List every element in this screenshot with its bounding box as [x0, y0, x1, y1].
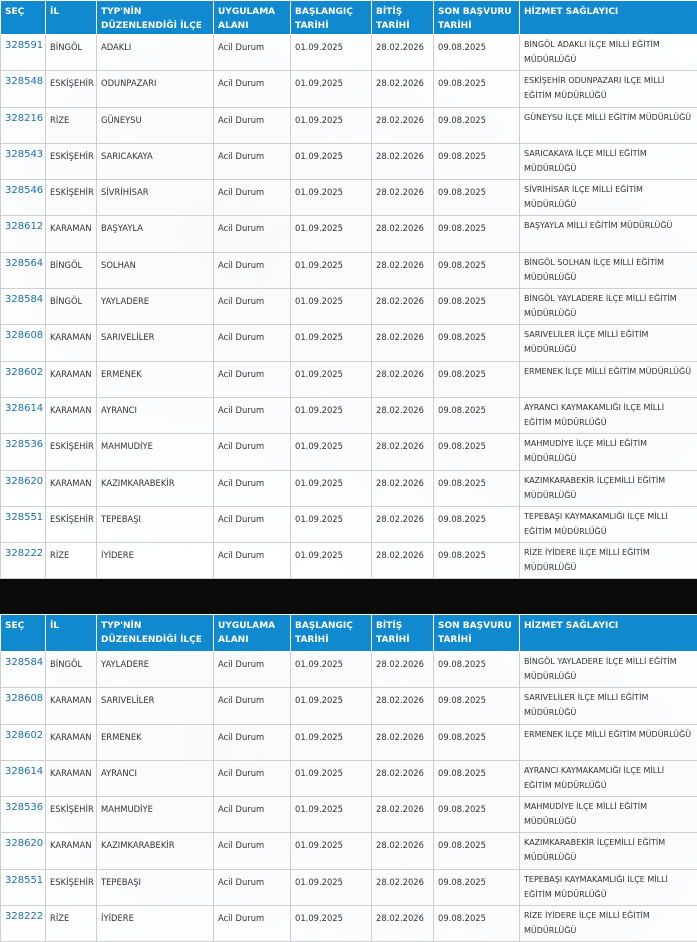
cell-son-basvuru: 09.08.2025 [434, 688, 520, 724]
cell-bitis: 28.02.2026 [372, 797, 434, 833]
cell-sec [1, 107, 46, 143]
cell-sec [1, 216, 46, 252]
cell-bitis: 28.02.2026 [372, 906, 434, 942]
cell-ilce: ODUNPAZARI [97, 71, 214, 107]
cell-son-basvuru: 09.08.2025 [434, 652, 520, 688]
table-row [1, 434, 697, 470]
cell-bitis: 28.02.2026 [372, 760, 434, 796]
cell-il: KARAMAN [46, 216, 97, 252]
cell-son-basvuru: 09.08.2025 [434, 325, 520, 361]
cell-il: BİNGÖL [46, 289, 97, 325]
sec-link[interactable]: 328620 [5, 475, 44, 487]
cell-baslangic: 01.09.2025 [291, 434, 372, 470]
cell-baslangic: 01.09.2025 [291, 470, 372, 506]
sec-link[interactable]: 328548 [5, 76, 44, 88]
cell-ilce: SİVRİHİSAR [97, 180, 214, 216]
cell-bitis: 28.02.2026 [372, 543, 434, 579]
table-row [1, 833, 697, 869]
cell-il: KARAMAN [46, 724, 97, 760]
cell-baslangic: 01.09.2025 [291, 906, 372, 942]
cell-son-basvuru: 09.08.2025 [434, 797, 520, 833]
cell-baslangic: 01.09.2025 [291, 143, 372, 179]
header-son-basvuru: SON BAŞVURU TARİHİ [434, 1, 520, 35]
header-il: İL [46, 1, 97, 35]
header-sec: SEÇ [1, 615, 46, 652]
cell-son-basvuru: 09.08.2025 [434, 506, 520, 542]
cell-sec [1, 833, 46, 869]
cell-sec [1, 35, 46, 71]
table-header-row [1, 1, 697, 35]
table-row [1, 724, 697, 760]
cell-son-basvuru: 09.08.2025 [434, 35, 520, 71]
cell-hizmet-saglayici: RİZE İYİDERE İLÇE MİLLİ EĞİTİM MÜDÜRLÜĞÜ [520, 543, 697, 579]
cell-il: KARAMAN [46, 361, 97, 397]
cell-ilce: ERMENEK [97, 724, 214, 760]
cell-son-basvuru: 09.08.2025 [434, 397, 520, 433]
cell-uygulama-alani: Acil Durum [214, 797, 291, 833]
cell-baslangic: 01.09.2025 [291, 289, 372, 325]
header-hizmet-saglayici: HİZMET SAĞLAYICI [520, 615, 697, 652]
cell-uygulama-alani: Acil Durum [214, 361, 291, 397]
cell-hizmet-saglayici: KAZIMKARABEKİR İLÇEMİLLİ EĞİTİM MÜDÜRLÜĞÜ [520, 833, 697, 869]
header-bitis: BİTİŞ TARİHİ [372, 615, 434, 652]
table-row [1, 652, 697, 688]
header-il: İL [46, 615, 97, 652]
cell-ilce: YAYLADERE [97, 289, 214, 325]
cell-hizmet-saglayici: TEPEBAŞI KAYMAKAMLIĞI İLÇE MİLLİ EĞİTİM MÜDÜRLÜĞÜ [520, 869, 697, 905]
header-sec: SEÇ [1, 1, 46, 35]
cell-uygulama-alani: Acil Durum [214, 71, 291, 107]
cell-bitis: 28.02.2026 [372, 688, 434, 724]
table-row [1, 107, 697, 143]
cell-il: ESKİŞEHİR [46, 506, 97, 542]
cell-baslangic: 01.09.2025 [291, 506, 372, 542]
table-row [1, 688, 697, 724]
cell-hizmet-saglayici: MAHMUDİYE İLÇE MİLLİ EĞİTİM MÜDÜRLÜĞÜ [520, 434, 697, 470]
cell-hizmet-saglayici: BİNGÖL SOLHAN İLÇE MİLLİ EĞİTİM MÜDÜRLÜĞÜ [520, 252, 697, 288]
cell-baslangic: 01.09.2025 [291, 216, 372, 252]
cell-uygulama-alani: Acil Durum [214, 434, 291, 470]
cell-son-basvuru: 09.08.2025 [434, 216, 520, 252]
cell-sec [1, 869, 46, 905]
cell-son-basvuru: 09.08.2025 [434, 180, 520, 216]
cell-sec [1, 71, 46, 107]
header-uygulama-alani: UYGULAMA ALANI [214, 615, 291, 652]
cell-hizmet-saglayici: BAŞYAYLA MİLLİ EĞİTİM MÜDÜRLÜĞÜ [520, 216, 697, 252]
cell-uygulama-alani: Acil Durum [214, 180, 291, 216]
sec-link[interactable]: 328536 [5, 802, 44, 814]
cell-baslangic: 01.09.2025 [291, 797, 372, 833]
cell-baslangic: 01.09.2025 [291, 397, 372, 433]
cell-ilce: İYİDERE [97, 543, 214, 579]
position-table-bottom [0, 614, 697, 942]
cell-ilce: ERMENEK [97, 361, 214, 397]
cell-ilce: SARICAKAYA [97, 143, 214, 179]
cell-son-basvuru: 09.08.2025 [434, 143, 520, 179]
cell-son-basvuru: 09.08.2025 [434, 434, 520, 470]
cell-son-basvuru: 09.08.2025 [434, 289, 520, 325]
sec-link[interactable]: 328543 [5, 148, 44, 160]
cell-sec [1, 143, 46, 179]
cell-ilce: TEPEBAŞI [97, 869, 214, 905]
sec-link[interactable]: 328551 [5, 874, 44, 886]
cell-uygulama-alani: Acil Durum [214, 143, 291, 179]
sec-link[interactable]: 328222 [5, 548, 44, 560]
cell-ilce: AYRANCI [97, 397, 214, 433]
cell-uygulama-alani: Acil Durum [214, 216, 291, 252]
cell-sec [1, 760, 46, 796]
cell-uygulama-alani: Acil Durum [214, 289, 291, 325]
cell-sec [1, 797, 46, 833]
cell-il: KARAMAN [46, 760, 97, 796]
cell-sec [1, 361, 46, 397]
header-ilce: TYP'NİN DÜZENLENDİĞİ İLÇE [97, 1, 214, 35]
cell-baslangic: 01.09.2025 [291, 252, 372, 288]
section-separator [0, 579, 697, 614]
sec-link[interactable]: 328608 [5, 330, 44, 342]
cell-sec [1, 434, 46, 470]
table-row [1, 797, 697, 833]
table-header-row [1, 615, 697, 652]
cell-uygulama-alani: Acil Durum [214, 760, 291, 796]
cell-hizmet-saglayici: GÜNEYSU İLÇE MİLLİ EĞİTİM MÜDÜRLÜĞÜ [520, 107, 697, 143]
header-uygulama-alani: UYGULAMA ALANI [214, 1, 291, 35]
cell-hizmet-saglayici: RİZE İYİDERE İLÇE MİLLİ EĞİTİM MÜDÜRLÜĞÜ [520, 906, 697, 942]
cell-bitis: 28.02.2026 [372, 216, 434, 252]
cell-il: KARAMAN [46, 397, 97, 433]
cell-il: KARAMAN [46, 325, 97, 361]
table-row [1, 71, 697, 107]
cell-bitis: 28.02.2026 [372, 506, 434, 542]
cell-ilce: KAZIMKARABEKİR [97, 470, 214, 506]
cell-baslangic: 01.09.2025 [291, 833, 372, 869]
cell-son-basvuru: 09.08.2025 [434, 833, 520, 869]
header-son-basvuru: SON BAŞVURU TARİHİ [434, 615, 520, 652]
sec-link[interactable]: 328551 [5, 511, 44, 523]
cell-uygulama-alani: Acil Durum [214, 688, 291, 724]
cell-ilce: SARIVELİLER [97, 688, 214, 724]
cell-hizmet-saglayici: BİNGÖL YAYLADERE İLÇE MİLLİ EĞİTİM MÜDÜRLÜĞÜ [520, 652, 697, 688]
cell-il: KARAMAN [46, 688, 97, 724]
cell-baslangic: 01.09.2025 [291, 180, 372, 216]
sec-link[interactable]: 328608 [5, 693, 44, 705]
cell-bitis: 28.02.2026 [372, 397, 434, 433]
table-row [1, 325, 697, 361]
cell-bitis: 28.02.2026 [372, 180, 434, 216]
cell-ilce: AYRANCI [97, 760, 214, 796]
cell-hizmet-saglayici: SARICAKAYA İLÇE MİLLİ EĞİTİM MÜDÜRLÜĞÜ [520, 143, 697, 179]
cell-baslangic: 01.09.2025 [291, 760, 372, 796]
cell-bitis: 28.02.2026 [372, 470, 434, 506]
cell-bitis: 28.02.2026 [372, 35, 434, 71]
cell-baslangic: 01.09.2025 [291, 543, 372, 579]
cell-uygulama-alani: Acil Durum [214, 252, 291, 288]
cell-hizmet-saglayici: AYRANCI KAYMAKAMLIĞI İLÇE MİLLİ EĞİTİM MÜDÜRLÜĞÜ [520, 397, 697, 433]
table-body-bottom [1, 652, 697, 942]
cell-hizmet-saglayici: BİNGÖL ADAKLI İLÇE MİLLİ EĞİTİM MÜDÜRLÜĞÜ [520, 35, 697, 71]
header-hizmet-saglayici: HİZMET SAĞLAYICI [520, 1, 697, 35]
cell-uygulama-alani: Acil Durum [214, 543, 291, 579]
sec-link[interactable]: 328216 [5, 112, 44, 124]
table-row [1, 289, 697, 325]
cell-sec [1, 289, 46, 325]
cell-baslangic: 01.09.2025 [291, 869, 372, 905]
cell-ilce: SOLHAN [97, 252, 214, 288]
cell-bitis: 28.02.2026 [372, 652, 434, 688]
table-row [1, 216, 697, 252]
cell-sec [1, 688, 46, 724]
sec-link[interactable]: 328584 [5, 657, 44, 668]
cell-ilce: SARIVELİLER [97, 325, 214, 361]
cell-il: BİNGÖL [46, 252, 97, 288]
cell-il: BİNGÖL [46, 652, 97, 688]
cell-son-basvuru: 09.08.2025 [434, 107, 520, 143]
cell-bitis: 28.02.2026 [372, 252, 434, 288]
cell-bitis: 28.02.2026 [372, 107, 434, 143]
sec-link[interactable]: 328620 [5, 838, 44, 850]
sec-link[interactable]: 328584 [5, 294, 44, 306]
cell-ilce: YAYLADERE [97, 652, 214, 688]
table-row [1, 506, 697, 542]
header-baslangic: BAŞLANGIÇ TARİHİ [291, 615, 372, 652]
sec-link[interactable]: 328546 [5, 185, 44, 197]
cell-bitis: 28.02.2026 [372, 724, 434, 760]
cell-sec [1, 906, 46, 942]
cell-bitis: 28.02.2026 [372, 143, 434, 179]
cell-ilce: KAZIMKARABEKİR [97, 833, 214, 869]
cell-hizmet-saglayici: SARIVELİLER İLÇE MİLLİ EĞİTİM MÜDÜRLÜĞÜ [520, 688, 697, 724]
cell-bitis: 28.02.2026 [372, 434, 434, 470]
cell-uygulama-alani: Acil Durum [214, 35, 291, 71]
cell-uygulama-alani: Acil Durum [214, 724, 291, 760]
table-row [1, 361, 697, 397]
header-bitis: BİTİŞ TARİHİ [372, 1, 434, 35]
cell-baslangic: 01.09.2025 [291, 325, 372, 361]
cell-baslangic: 01.09.2025 [291, 361, 372, 397]
cell-il: ESKİŞEHİR [46, 869, 97, 905]
cell-sec [1, 180, 46, 216]
cell-il: ESKİŞEHİR [46, 180, 97, 216]
cell-sec [1, 543, 46, 579]
cell-sec [1, 397, 46, 433]
cell-son-basvuru: 09.08.2025 [434, 760, 520, 796]
cell-son-basvuru: 09.08.2025 [434, 361, 520, 397]
cell-sec [1, 724, 46, 760]
cell-baslangic: 01.09.2025 [291, 688, 372, 724]
cell-hizmet-saglayici: SARIVELİLER İLÇE MİLLİ EĞİTİM MÜDÜRLÜĞÜ [520, 325, 697, 361]
cell-uygulama-alani: Acil Durum [214, 833, 291, 869]
cell-hizmet-saglayici: AYRANCI KAYMAKAMLIĞI İLÇE MİLLİ EĞİTİM MÜDÜRLÜĞÜ [520, 760, 697, 796]
cell-il: ESKİŞEHİR [46, 71, 97, 107]
table-body-top [1, 35, 697, 579]
cell-hizmet-saglayici: ERMENEK İLÇE MİLLİ EĞİTİM MÜDÜRLÜĞÜ [520, 361, 697, 397]
cell-son-basvuru: 09.08.2025 [434, 543, 520, 579]
cell-son-basvuru: 09.08.2025 [434, 470, 520, 506]
cell-il: RİZE [46, 906, 97, 942]
header-baslangic: BAŞLANGIÇ TARİHİ [291, 1, 372, 35]
cell-uygulama-alani: Acil Durum [214, 325, 291, 361]
table-row [1, 470, 697, 506]
cell-ilce: TEPEBAŞI [97, 506, 214, 542]
cell-son-basvuru: 09.08.2025 [434, 252, 520, 288]
cell-bitis: 28.02.2026 [372, 833, 434, 869]
cell-il: RİZE [46, 107, 97, 143]
cell-il: ESKİŞEHİR [46, 434, 97, 470]
table-row [1, 869, 697, 905]
sec-link[interactable]: 328602 [5, 366, 44, 378]
cell-hizmet-saglayici: ERMENEK İLÇE MİLLİ EĞİTİM MÜDÜRLÜĞÜ [520, 724, 697, 760]
table-row [1, 143, 697, 179]
cell-uygulama-alani: Acil Durum [214, 906, 291, 942]
cell-sec [1, 252, 46, 288]
cell-baslangic: 01.09.2025 [291, 724, 372, 760]
cell-sec [1, 325, 46, 361]
bottom-table-panel [0, 614, 697, 942]
cell-ilce: İYİDERE [97, 906, 214, 942]
cell-hizmet-saglayici: BİNGÖL YAYLADERE İLÇE MİLLİ EĞİTİM MÜDÜRLÜĞÜ [520, 289, 697, 325]
cell-bitis: 28.02.2026 [372, 361, 434, 397]
sec-link[interactable]: 328614 [5, 402, 44, 414]
cell-hizmet-saglayici: KAZIMKARABEKİR İLÇEMİLLİ EĞİTİM MÜDÜRLÜĞÜ [520, 470, 697, 506]
table-row [1, 252, 697, 288]
cell-son-basvuru: 09.08.2025 [434, 869, 520, 905]
cell-hizmet-saglayici: TEPEBAŞI KAYMAKAMLIĞI İLÇE MİLLİ EĞİTİM MÜDÜRLÜĞÜ [520, 506, 697, 542]
cell-sec [1, 470, 46, 506]
cell-il: ESKİŞEHİR [46, 797, 97, 833]
table-row [1, 397, 697, 433]
cell-uygulama-alani: Acil Durum [214, 869, 291, 905]
cell-son-basvuru: 09.08.2025 [434, 906, 520, 942]
cell-il: BİNGÖL [46, 35, 97, 71]
cell-il: RİZE [46, 543, 97, 579]
sec-link[interactable]: 328564 [5, 257, 44, 269]
cell-hizmet-saglayici: ESKİŞEHİR ODUNPAZARI İLÇE MİLLİ EĞİTİM MÜDÜRLÜĞÜ [520, 71, 697, 107]
sec-link[interactable]: 328602 [5, 729, 44, 741]
cell-ilce: MAHMUDİYE [97, 797, 214, 833]
cell-ilce: ADAKLI [97, 35, 214, 71]
cell-baslangic: 01.09.2025 [291, 35, 372, 71]
cell-sec [1, 652, 46, 688]
table-row [1, 180, 697, 216]
cell-son-basvuru: 09.08.2025 [434, 71, 520, 107]
cell-ilce: BAŞYAYLA [97, 216, 214, 252]
table-row [1, 906, 697, 942]
header-ilce: TYP'NİN DÜZENLENDİĞİ İLÇE [97, 615, 214, 652]
cell-bitis: 28.02.2026 [372, 325, 434, 361]
sec-link[interactable]: 328591 [5, 40, 44, 51]
table-row [1, 760, 697, 796]
cell-uygulama-alani: Acil Durum [214, 652, 291, 688]
cell-ilce: MAHMUDİYE [97, 434, 214, 470]
cell-son-basvuru: 09.08.2025 [434, 724, 520, 760]
cell-il: KARAMAN [46, 833, 97, 869]
cell-uygulama-alani: Acil Durum [214, 397, 291, 433]
cell-bitis: 28.02.2026 [372, 869, 434, 905]
cell-hizmet-saglayici: SİVRİHİSAR İLÇE MİLLİ EĞİTİM MÜDÜRLÜĞÜ [520, 180, 697, 216]
table-row [1, 35, 697, 71]
cell-baslangic: 01.09.2025 [291, 652, 372, 688]
cell-bitis: 28.02.2026 [372, 71, 434, 107]
sec-link[interactable]: 328222 [5, 911, 44, 923]
table-row [1, 543, 697, 579]
cell-uygulama-alani: Acil Durum [214, 107, 291, 143]
cell-uygulama-alani: Acil Durum [214, 506, 291, 542]
cell-baslangic: 01.09.2025 [291, 71, 372, 107]
cell-ilce: GÜNEYSU [97, 107, 214, 143]
sec-link[interactable]: 328612 [5, 221, 44, 233]
sec-link[interactable]: 328536 [5, 439, 44, 451]
cell-il: ESKİŞEHİR [46, 143, 97, 179]
cell-il: KARAMAN [46, 470, 97, 506]
cell-sec [1, 506, 46, 542]
cell-bitis: 28.02.2026 [372, 289, 434, 325]
cell-uygulama-alani: Acil Durum [214, 470, 291, 506]
cell-hizmet-saglayici: MAHMUDİYE İLÇE MİLLİ EĞİTİM MÜDÜRLÜĞÜ [520, 797, 697, 833]
cell-baslangic: 01.09.2025 [291, 107, 372, 143]
sec-link[interactable]: 328614 [5, 765, 44, 777]
